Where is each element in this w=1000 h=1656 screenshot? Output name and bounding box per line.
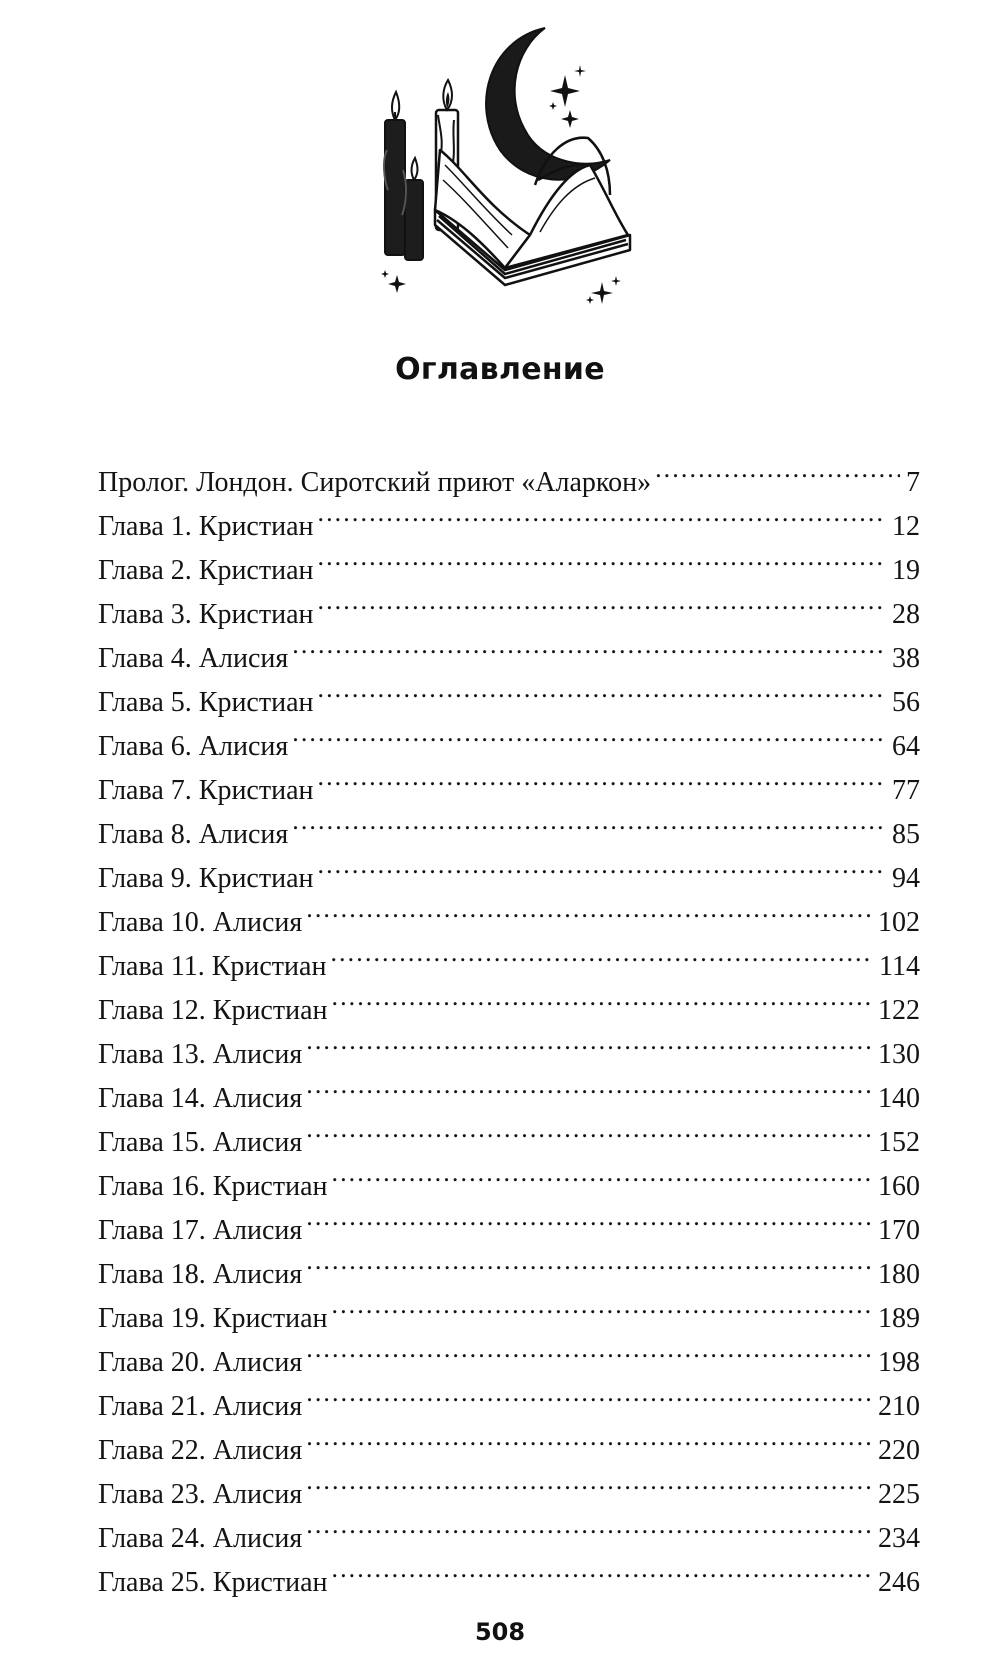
toc-dot-leader (306, 1063, 872, 1107)
page-number: 508 (474, 1618, 526, 1646)
toc-dot-leader (331, 975, 872, 1019)
toc-entry-page: 160 (878, 1171, 920, 1202)
toc-entry-page: 198 (878, 1347, 920, 1378)
toc-entry-page: 152 (878, 1127, 920, 1158)
page-title: Оглавление (395, 352, 605, 387)
toc-entry-page: 64 (892, 731, 920, 762)
toc-entry-page: 210 (878, 1391, 920, 1422)
toc-entry-page: 85 (892, 819, 920, 850)
toc-dot-leader (306, 1107, 872, 1151)
toc-dot-leader (306, 1415, 872, 1459)
toc-dot-leader (292, 623, 886, 667)
toc-entry-title: Глава 23. Алисия (98, 1479, 303, 1510)
toc-entry-title: Глава 3. Кристиан (98, 599, 314, 630)
toc-entry-title: Глава 14. Алисия (98, 1083, 303, 1114)
toc-entry-title: Глава 22. Алисия (98, 1435, 303, 1466)
toc-entry-title: Глава 7. Кристиан (98, 775, 314, 806)
toc-entry-page: 225 (878, 1479, 920, 1510)
toc-entry-page: 170 (878, 1215, 920, 1246)
toc-entry-title: Глава 18. Алисия (98, 1259, 303, 1290)
toc-dot-leader (292, 711, 886, 755)
toc-entry-page: 140 (878, 1083, 920, 1114)
toc-entry-title: Глава 16. Кристиан (98, 1171, 328, 1202)
toc-entry-page: 189 (878, 1303, 920, 1334)
toc-dot-leader (306, 1459, 872, 1503)
toc-entry-page: 246 (878, 1567, 920, 1598)
toc-entry-title: Глава 11. Кристиан (98, 951, 327, 982)
toc-entry-title: Глава 13. Алисия (98, 1039, 303, 1070)
toc-entry-page: 114 (879, 951, 920, 982)
toc-entry-page: 102 (878, 907, 920, 938)
toc-entry-page: 77 (892, 775, 920, 806)
table-of-contents (98, 447, 920, 1598)
toc-dot-leader (317, 535, 886, 579)
toc-entry-title: Глава 17. Алисия (98, 1215, 303, 1246)
toc-dot-leader (317, 667, 886, 711)
toc-entry-title: Глава 10. Алисия (98, 907, 303, 938)
toc-entry-page: 94 (892, 863, 920, 894)
toc-dot-leader (317, 755, 886, 799)
toc-entry (98, 447, 920, 498)
toc-entry-title: Глава 24. Алисия (98, 1523, 303, 1554)
toc-entry-title: Глава 20. Алисия (98, 1347, 303, 1378)
toc-entry-title: Глава 2. Кристиан (98, 555, 314, 586)
toc-entry-page: 130 (878, 1039, 920, 1070)
toc-entry-title: Глава 15. Алисия (98, 1127, 303, 1158)
toc-dot-leader (331, 1283, 872, 1327)
toc-entry-title: Пролог. Лондон. Сиротский приют «Аларкон» (98, 467, 652, 498)
toc-entry-title: Глава 5. Кристиан (98, 687, 314, 718)
toc-dot-leader (331, 1547, 872, 1591)
toc-dot-leader (306, 1371, 872, 1415)
toc-entry-title: Глава 9. Кристиан (98, 863, 314, 894)
toc-entry-title: Глава 8. Алисия (98, 819, 289, 850)
toc-entry-title: Глава 4. Алисия (98, 643, 289, 674)
toc-dot-leader (655, 447, 900, 491)
toc-dot-leader (306, 1019, 872, 1063)
toc-dot-leader (317, 579, 886, 623)
toc-entry-page: 180 (878, 1259, 920, 1290)
toc-dot-leader (330, 931, 873, 975)
toc-entry-page: 7 (906, 467, 920, 498)
toc-entry-page: 19 (892, 555, 920, 586)
toc-entry-page: 38 (892, 643, 920, 674)
toc-entry-page: 12 (892, 511, 920, 542)
book-candles-moon-illustration (340, 20, 690, 340)
toc-entry-page: 28 (892, 599, 920, 630)
toc-entry-title: Глава 19. Кристиан (98, 1303, 328, 1334)
toc-entry-title: Глава 21. Алисия (98, 1391, 303, 1422)
toc-entry-title: Глава 25. Кристиан (98, 1567, 328, 1598)
toc-dot-leader (306, 887, 872, 931)
toc-entry-page: 122 (878, 995, 920, 1026)
toc-entry-page: 234 (878, 1523, 920, 1554)
toc-dot-leader (317, 491, 886, 535)
toc-dot-leader (306, 1195, 872, 1239)
toc-entry-page: 220 (878, 1435, 920, 1466)
toc-entry-title: Глава 6. Алисия (98, 731, 289, 762)
toc-dot-leader (306, 1239, 872, 1283)
toc-dot-leader (306, 1503, 872, 1547)
toc-dot-leader (292, 799, 886, 843)
toc-entry-page: 56 (892, 687, 920, 718)
toc-entry-title: Глава 1. Кристиан (98, 511, 314, 542)
toc-dot-leader (306, 1327, 872, 1371)
toc-dot-leader (331, 1151, 872, 1195)
toc-entry-title: Глава 12. Кристиан (98, 995, 328, 1026)
toc-dot-leader (317, 843, 886, 887)
